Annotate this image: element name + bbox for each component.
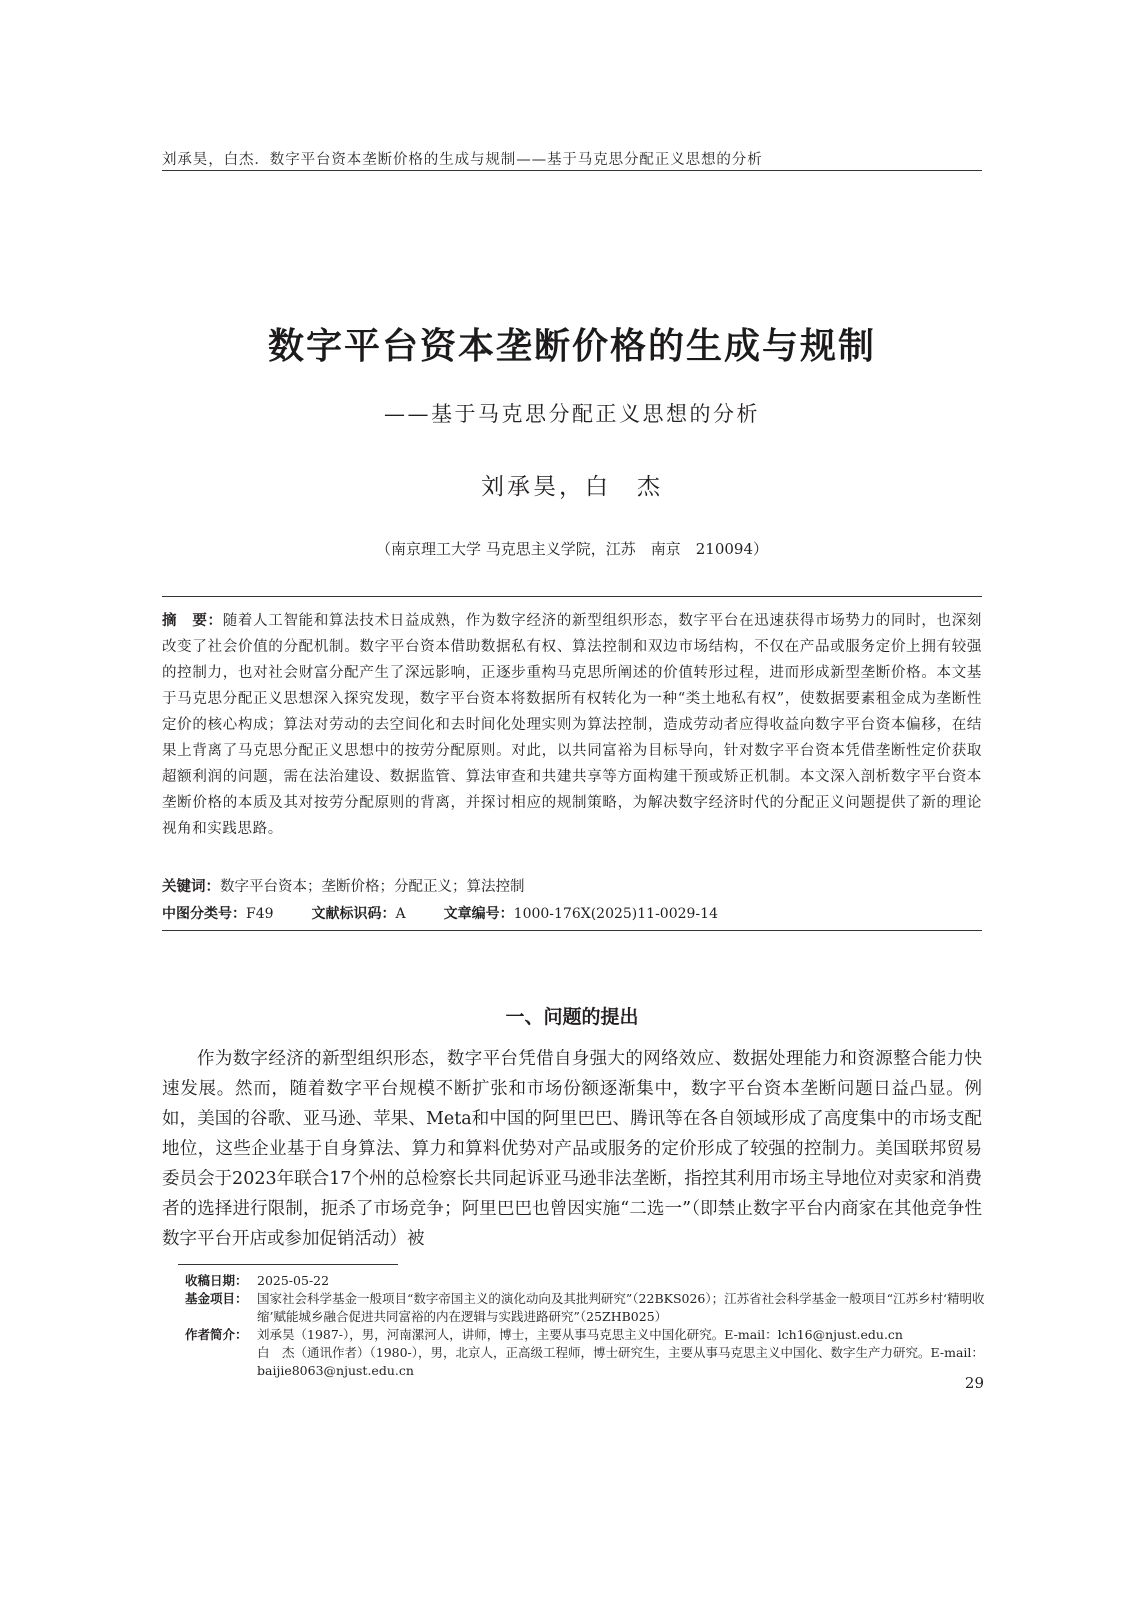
page-number: 29 [964, 1374, 984, 1392]
running-header: 刘承昊，白杰．数字平台资本垄断价格的生成与规制——基于马克思分配正义思想的分析 [162, 152, 763, 168]
article-number-value: 1000-176X(2025)11-0029-14 [513, 906, 718, 922]
abstract [162, 608, 982, 842]
footnote-value: 2025-05-22 [257, 1273, 330, 1288]
footnote-value: 刘承昊（1987-），男，河南漯河人，讲师，博士，主要从事马克思主义中国化研究。E-mail：lch16@njust.edu.cn [257, 1327, 903, 1342]
keywords-text: 数字平台资本；垄断价格；分配正义；算法控制 [220, 879, 525, 895]
keywords [162, 875, 982, 896]
footnote-key: 收稿日期： [185, 1273, 248, 1288]
section-heading: 一、问题的提出 [505, 1006, 639, 1028]
classification-line [162, 903, 982, 923]
footnote-value: 白 杰（通讯作者）（1980-），男，北京人，正高级工程师，博士研究生，主要从事马克思主义中国化、数字生产力研究。E-mail：baijie8063@njust.edu.cn [257, 1345, 984, 1378]
keywords-label: 关键词： [162, 879, 220, 895]
abstract-bottom-rule [162, 930, 982, 931]
clc-value: F49 [246, 906, 274, 922]
article-subtitle: ——基于马克思分配正义思想的分析 [384, 402, 760, 426]
header-rule [162, 170, 982, 171]
footnote-key [185, 1344, 257, 1380]
body-paragraph: 作为数字经济的新型组织形态，数字平台凭借自身强大的网络效应、数据处理能力和资源整合能力快速发展。然而，随着数字平台规模不断扩张和市场份额逐渐集中，数字平台资本垄断问题日益凸显。例如，美国的谷歌、亚马逊、苹果、Meta和中国的阿里巴巴、腾讯等在各自领域形成了高度集中的市场支配地位，这些企业基于自身算法、算力和算料优势对产品或服务的定价形成了较强的控制力。美国联邦贸易委员会于2023年联合17个州的总检察长共同起诉亚马逊非法垄断，指控其利用市场主导地位对卖家和消费者的选择进行限制，扼杀了市场竞争；阿里巴巴也曾因实施“二选一”（即禁止数字平台内商家在其他竞争性数字平台开店或参加促销活动）被 [162, 1049, 982, 1249]
footnote-author-bio [185, 1326, 985, 1344]
affiliation: （南京理工大学 马克思主义学院，江苏 南京 210094） [375, 540, 769, 558]
footnote-key: 作者简介： [185, 1327, 248, 1342]
abstract-text: 随着人工智能和算法技术日益成熟，作为数字经济的新型组织形态，数字平台在迅速获得市场势力的同时，也深刻改变了社会价值的分配机制。数字平台资本借助数据私有权、算法控制和双边市场结构，不仅在产品或服务定价上拥有较强的控制力，也对社会财富分配产生了深远影响，正逐步重构马克思所阐述的价值转形过程，进而形成新型垄断价格。本文基于马克思分配正义思想深入探究发现，数字平台资本将数据所有权转化为一种“类土地私有权”，使数据要素租金成为垄断性定价的核心构成；算法对劳动的去空间化和去时间化处理实则为算法控制，造成劳动者应得收益向数字平台资本偏移，在结果上背离了马克思分配正义思想中的按劳分配原则。对此，以共同富裕为目标导向，针对数字平台资本凭借垄断性定价获取超额利润的问题，需在法治建设、数据监管、算法审查和共建共享等方面构建干预或矫正机制。本文深入剖析数字平台资本垄断价格的本质及其对按劳分配原则的背离，并探讨相应的规制策略，为解决数字经济时代的分配正义问题提供了新的理论视角和实践思路。 [162, 613, 982, 837]
article-number-label: 文章编号： [443, 906, 514, 922]
footnote-received [185, 1272, 985, 1290]
abstract-label: 摘 要： [162, 613, 223, 629]
footnotes [185, 1272, 985, 1380]
footnote-rule [178, 1264, 398, 1265]
authors: 刘承昊，白 杰 [481, 474, 663, 500]
footnote-author-bio-2 [185, 1344, 985, 1380]
footnote-value: 国家社会科学基金一般项目“数字帝国主义的演化动向及其批判研究”（22BKS026）；江苏省社会科学基金一般项目“江苏乡村‘精明收缩’赋能城乡融合促进共同富裕的内在逻辑与实践进路研究”（25ZHB025） [257, 1291, 985, 1324]
doc-code-label: 文献标识码： [311, 906, 396, 922]
doc-code-value: A [395, 906, 406, 922]
article-title: 数字平台资本垄断价格的生成与规制 [267, 326, 876, 367]
abstract-top-rule [162, 596, 982, 597]
footnote-funding [185, 1290, 985, 1326]
footnote-key: 基金项目： [185, 1291, 248, 1306]
clc-label: 中图分类号： [162, 906, 246, 922]
